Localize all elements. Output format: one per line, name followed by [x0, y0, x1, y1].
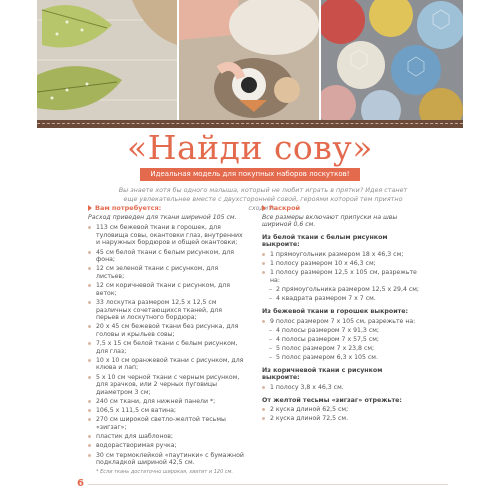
- cutting-item: 2 куска длиной 62,5 см;: [262, 406, 422, 414]
- materials-item: 7,5 х 15 см белой ткани с белым рисунком, для глаз;: [88, 340, 246, 355]
- cutting-subitem: – 2 прямоугольника размером 12,5 х 29,4 см;: [262, 286, 422, 294]
- materials-column: [88, 205, 246, 476]
- photo-baby-owl: [179, 0, 319, 120]
- photo-leaves: [37, 0, 177, 120]
- materials-item: 240 см ткани, для нижней панели *;: [88, 398, 246, 406]
- footer-divider: [88, 484, 448, 485]
- cutting-group-title: Из белой ткани с белым рисунком выкроите:: [262, 233, 388, 249]
- materials-lead: Расход приведен для ткани шириной 105 см.: [88, 213, 237, 221]
- cutting-sublist: [262, 327, 422, 362]
- header-photos: [37, 0, 463, 120]
- materials-item: 33 лоскутка размером 12,5 х 12,5 см различных сочетающихся тканей, для перьев и лоскутного бордюра;: [88, 299, 246, 322]
- cutting-groups: [262, 234, 422, 423]
- cutting-heading: Раскрой: [262, 205, 422, 213]
- cutting-column: [262, 205, 422, 425]
- cutting-item: 1 полосу размером 12,5 х 105 см, разрежьте на:: [262, 269, 422, 284]
- cutting-group-title: От желтой тесьмы «зигзаг» отрежьте:: [262, 396, 402, 404]
- cutting-item: 9 полос размером 7 х 105 см, разрежьте на:: [262, 318, 422, 326]
- decorative-bar: [37, 120, 463, 128]
- materials-heading: Вам потребуется:: [88, 205, 246, 213]
- triangle-icon: [88, 205, 92, 211]
- cutting-item: 1 полосу размером 10 х 46,3 см;: [262, 260, 422, 268]
- triangle-icon: [262, 205, 266, 211]
- cutting-item: 2 куска длиной 72,5 см.: [262, 415, 422, 423]
- materials-item: 12 см зеленой ткани с рисунком, для листьев;: [88, 265, 246, 280]
- cutting-item: 1 прямоугольник размером 18 х 46,3 см;: [262, 251, 422, 259]
- cutting-item: 1 полосу 3,8 х 46,3 см.: [262, 384, 422, 392]
- materials-item: 10 х 10 см оранжевой ткани с рисунком, для клюва и лап;: [88, 357, 246, 372]
- materials-item: водорастворимая ручка;: [88, 442, 246, 450]
- footnote: * Если ткань достаточно широкая, хватит и 120 см.: [96, 468, 233, 475]
- materials-item: 20 х 45 см бежевой ткани без рисунка, для головы и крыльев совы;: [88, 323, 246, 338]
- materials-item: пластик для шаблонов;: [88, 433, 246, 441]
- materials-item: 45 см белой ткани с белым рисунком, для фона;: [88, 249, 246, 264]
- materials-list: [88, 224, 246, 467]
- intro-text: Вы знаете хотя бы одного малыша, который не любит играть в прятки? Идея станет еще увлекательнее вместе с двухсторонней совой, героями которой тем приятно сходить.: [118, 186, 408, 212]
- materials-item: 30 см термоклейкой «паутинки» с бумажной подкладкой шириной 42,5 см.: [88, 452, 246, 467]
- cutting-list: [262, 318, 422, 326]
- materials-item: 5 х 10 см черной ткани с черным рисунком, для зрачков, или 2 черных пуговицы диаметром 3 см;: [88, 374, 246, 397]
- cutting-subitem: – 5 полос размером 6,3 х 105 см.: [262, 354, 422, 362]
- cutting-group-title: Из коричневой ткани с рисунком выкроите:: [262, 366, 383, 382]
- materials-item: 106,5 х 111,5 см ватина;: [88, 407, 246, 415]
- materials-item: 113 см бежевой ткани в горошек, для туловища совы, окантовки глаз, внутренних и наружных бордюров и общей окантовки;: [88, 224, 246, 247]
- subtitle-banner: Идеальная модель для покупных наборов лоскутков!: [140, 168, 360, 181]
- cutting-subitem: – 4 квадрата размером 7 х 7 см.: [262, 295, 422, 303]
- cutting-subitem: – 4 полосы размером 7 х 91,3 см;: [262, 327, 422, 335]
- cutting-sublist: [262, 286, 422, 303]
- cutting-list: [262, 406, 422, 423]
- page-number: 6: [77, 478, 84, 489]
- materials-item: 270 см широкой светло-желтой тесьмы «зигзаг»;: [88, 416, 246, 431]
- cutting-lead: Все размеры включают припуски на швы шириной 0,6 см.: [262, 213, 398, 229]
- cutting-group-title: Из бежевой ткани в горошек выкроите:: [262, 307, 409, 315]
- cutting-list: [262, 251, 422, 285]
- page-title: «Найди сову»: [127, 128, 373, 167]
- photo-patchwork-circles: [321, 0, 463, 120]
- materials-item: 12 см коричневой ткани с рисунком, для веток;: [88, 282, 246, 297]
- cutting-list: [262, 384, 422, 392]
- cutting-subitem: – 4 полосы размером 7 х 57,5 см;: [262, 336, 422, 344]
- cutting-subitem: – 5 полос размером 7 х 23,8 см;: [262, 345, 422, 353]
